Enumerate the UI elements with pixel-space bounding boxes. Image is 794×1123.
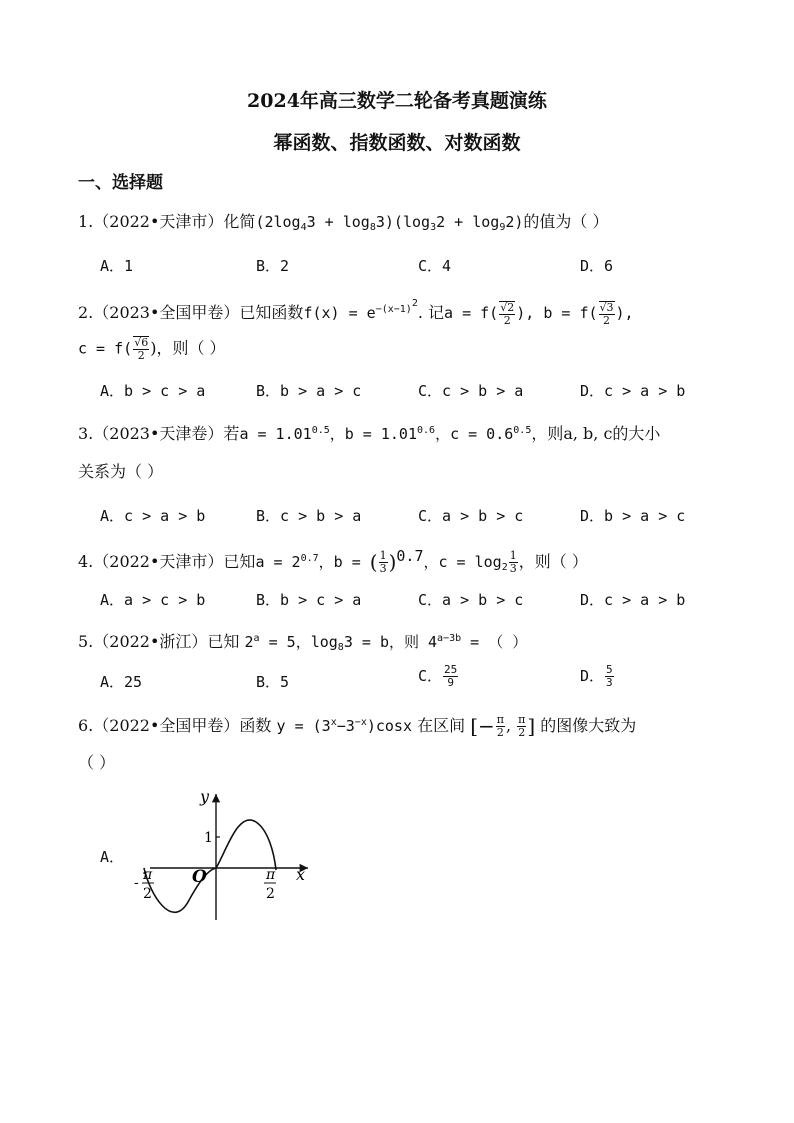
origin-label: O (192, 867, 207, 887)
q2-option-c[interactable]: C．c > b > a (418, 382, 524, 400)
question-4: 4.（2022•天津市）已知$a = 2^{0.7}$，b = ( $\frac{1}{3}$ )$^{0.7}$，$c = \log_2$ $\frac{1}{3}$ ，则（ ） (78, 547, 588, 575)
neg-sign: - (134, 875, 139, 891)
q3-option-c[interactable]: C．a > b > c (418, 507, 524, 525)
q2-frac-c: $\frac{√6}{2}$ (134, 336, 149, 362)
q5-option-a[interactable]: A．25 (100, 673, 143, 691)
q3-option-d[interactable]: D．b > a > c (580, 507, 686, 525)
question-1: 1.（2022•天津市）化简$(2\log_43 + \log_83)(\log_32 + \log_92)$的值为（ ） (78, 212, 609, 233)
q1-option-c[interactable]: C．4 (418, 257, 452, 275)
right-pi-label: π (266, 867, 276, 883)
page-title: 2024年高三数学二轮备考真题演练 (247, 90, 547, 112)
question-2: 2.（2023•全国甲卷）已知函数$f(x) = e^{-(x-1)^2}$. 记a = f( $\frac{√2}{2}$ ), b = f( $\frac{√3}{2}$ ), (78, 298, 634, 327)
question-2-line-2: c = f( $\frac{√6}{2}$ )，则（ ） (78, 336, 226, 362)
question-3: 3.（2023•天津卷）若$a = 1.01^{0.5}$，$b = 1.01^{0.6}$，$c = 0.6^{0.5}$，则a, b, c的大小 (78, 424, 661, 443)
left-two-label: 2 (143, 886, 152, 902)
q2-option-b[interactable]: B．b > a > c (256, 382, 362, 400)
q2-option-a[interactable]: A．b > c > a (100, 382, 206, 400)
question-5: 5.（2022•浙江）已知 $2^a = 5$，$\log_83 = b$，则 $4^{a-3b}$ = （ ） (78, 632, 528, 653)
q4-option-a[interactable]: A．a > c > b (100, 591, 206, 609)
q6-option-a-graph[interactable] (130, 780, 330, 930)
q2-frac-a: $\frac{√2}{2}$ (500, 300, 515, 327)
y-axis-label: y (200, 787, 210, 806)
q1-expression: $(2\log_43 + \log_83)(\log_32 + \log_92)$ (255, 213, 524, 233)
q4-option-c[interactable]: C．a > b > c (418, 591, 524, 609)
section-heading: 一、选择题 (78, 173, 163, 193)
question-6: 6.（2022•全国甲卷）函数 $y = (3^x-3^{-x})\cos x$ 在区间 [− $\frac{\pi}{2}$ , $\frac{\pi}{2}$ ] 的图像大致为 (78, 713, 637, 739)
q2-function: $f(x) = e^{-(x-1)^2}$ (303, 298, 418, 322)
x-axis-label: x (296, 865, 306, 884)
q3-option-a[interactable]: A．c > a > b (100, 507, 206, 525)
q2-option-d[interactable]: D．c > a > b (580, 382, 686, 400)
right-two-label: 2 (266, 886, 275, 902)
q3-option-b[interactable]: B．c > b > a (256, 507, 362, 525)
q1-option-a[interactable]: A．1 (100, 257, 134, 275)
q5-option-b[interactable]: B．5 (256, 673, 290, 691)
q4-frac-b: $\frac{1}{3}$ (379, 549, 387, 575)
q6-option-a-label[interactable]: A． (100, 848, 125, 866)
question-3-line-2: 关系为（ ） (78, 462, 164, 481)
y-tick-label-1: 1 (204, 830, 213, 846)
q1-option-b[interactable]: B．2 (256, 257, 290, 275)
q4-frac-c: $\frac{1}{3}$ (509, 549, 517, 575)
q5-option-d[interactable]: D． $\frac{5}{3}$ (580, 663, 613, 689)
q1-option-d[interactable]: D．6 (580, 257, 614, 275)
q2-frac-b: $\frac{√3}{2}$ (599, 300, 614, 327)
q5-option-c[interactable]: C． $\frac{25}{9}$ (418, 663, 458, 689)
page-subtitle: 幂函数、指数函数、对数函数 (273, 132, 521, 154)
question-6-line-2: （ ） (78, 753, 116, 772)
left-pi-label: π (143, 867, 153, 883)
q4-option-b[interactable]: B．b > c > a (256, 591, 362, 609)
q4-option-d[interactable]: D．c > a > b (580, 591, 686, 609)
